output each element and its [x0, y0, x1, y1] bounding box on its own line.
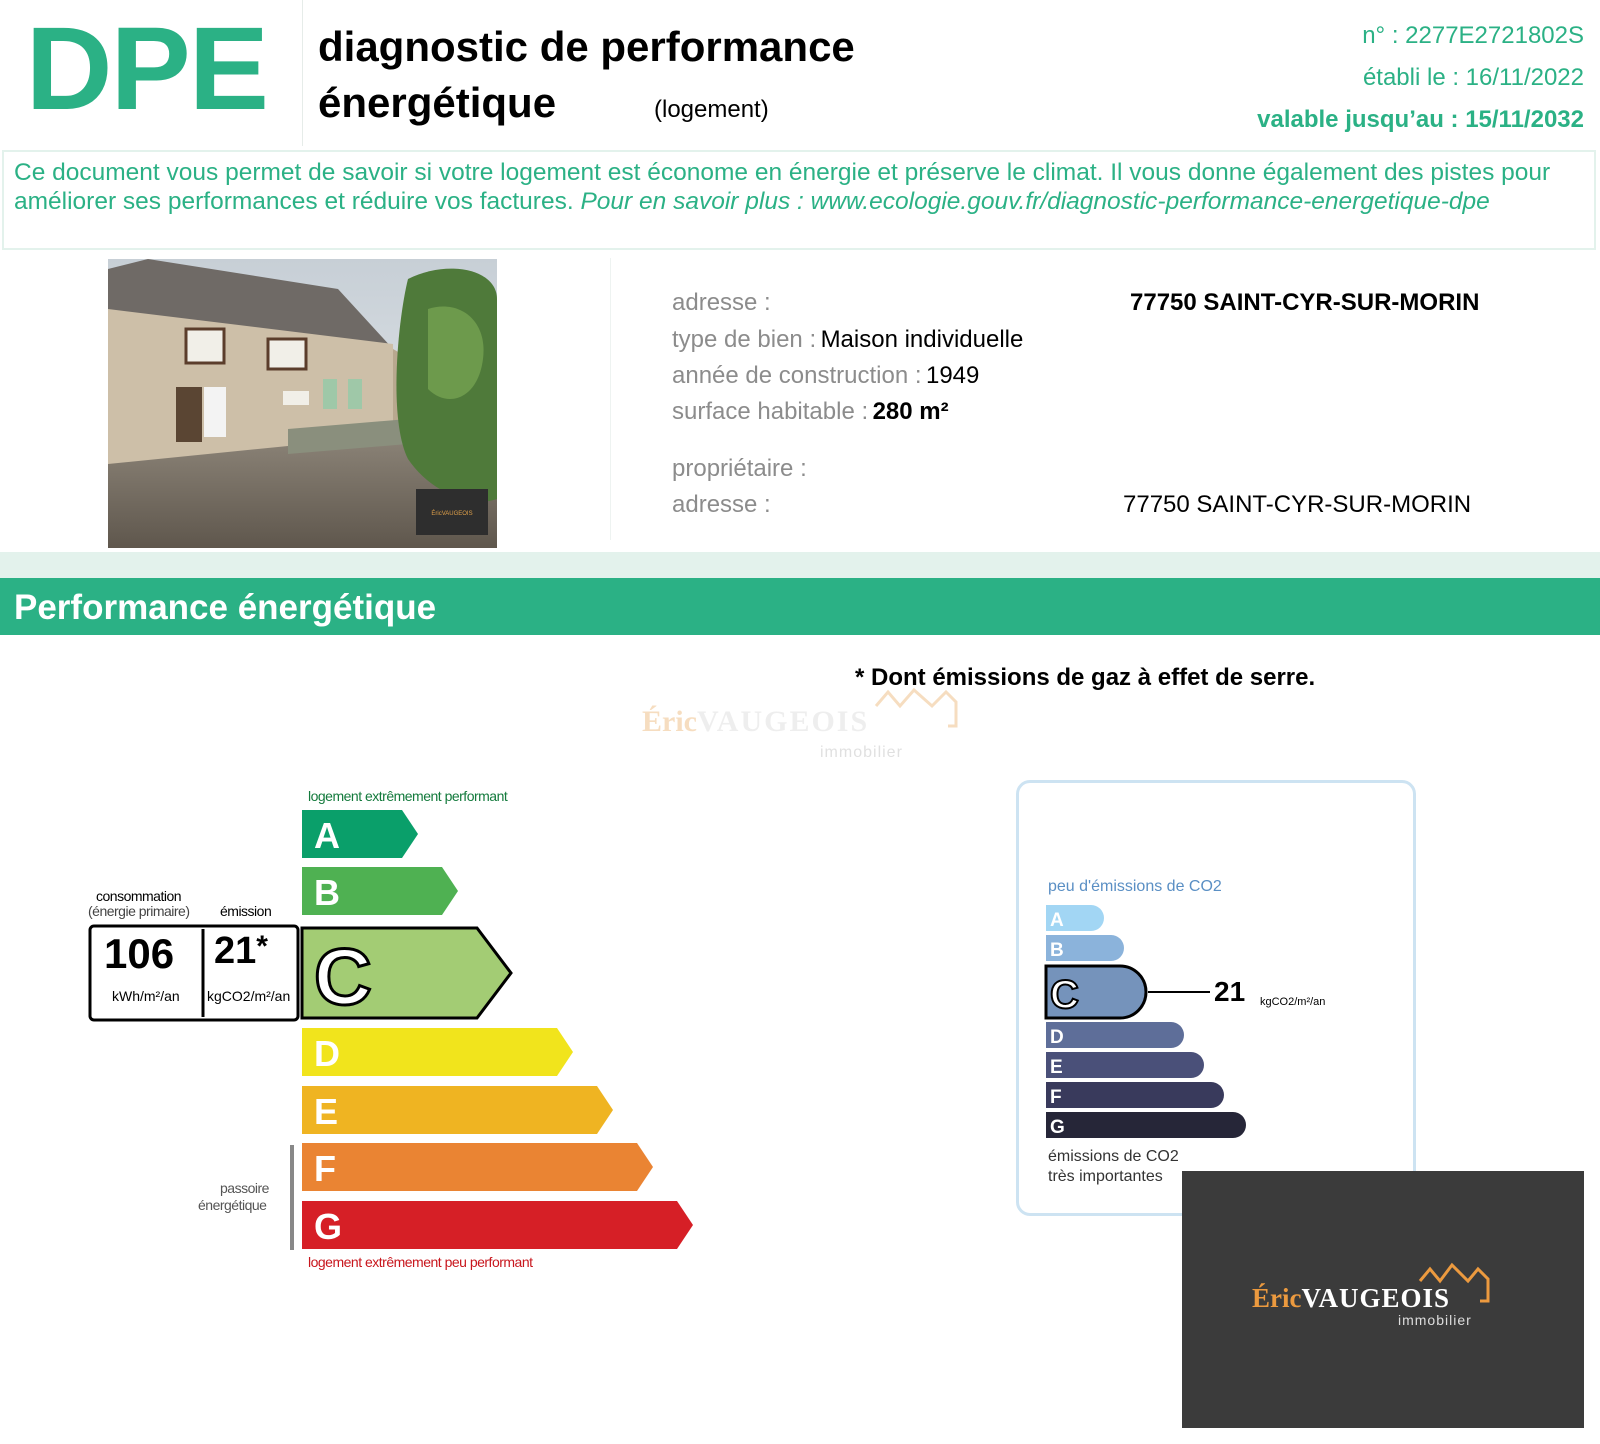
surface-value: 280 m²: [872, 398, 949, 425]
energy-class-a-letter: A: [314, 815, 340, 856]
owner-label: propriétaire :: [672, 455, 807, 482]
energy-top-label: logement extrêmement performant: [308, 788, 508, 804]
doc-title-line2: énergétique: [318, 79, 557, 126]
doc-number: n° : 2277E2721802S: [1362, 22, 1584, 49]
address-value: 77750 SAINT-CYR-SUR-MORIN: [1130, 289, 1480, 316]
consumption-label: consommation: [96, 888, 182, 904]
emission-star: *: [256, 930, 268, 963]
co2-class-e-letter: E: [1050, 1057, 1063, 1078]
type-label: type de bien :: [672, 326, 817, 353]
co2-unit: kgCO2/m²/an: [1260, 996, 1326, 1008]
co2-bottom-label-1: émissions de CO2: [1048, 1148, 1179, 1165]
photo-watermark: ÉricVAUGEOIS: [431, 511, 473, 517]
consumption-unit: kWh/m²/an: [112, 988, 180, 1004]
co2-class-d-letter: D: [1050, 1027, 1064, 1048]
owner-address-value: 77750 SAINT-CYR-SUR-MORIN: [1123, 491, 1472, 518]
co2-class-g-bar: [1046, 1112, 1246, 1138]
co2-class-c-letter: C: [1050, 973, 1079, 1017]
energy-class-c-letter: C: [314, 932, 372, 1021]
co2-class-g-letter: G: [1050, 1117, 1065, 1138]
co2-scale-chart: [1040, 900, 1360, 1150]
co2-value: 21: [1214, 976, 1246, 1007]
energy-class-e-bar: [302, 1086, 613, 1134]
energy-class-f-letter: F: [314, 1148, 336, 1189]
surface-label: surface habitable :: [672, 398, 869, 425]
badge-brand2: VAUGEOIS: [1301, 1283, 1451, 1313]
energy-class-d-bar: [302, 1028, 573, 1076]
dpe-logo: DPE: [25, 3, 268, 135]
established-date: établi le : 16/11/2022: [1362, 64, 1584, 91]
watermark-brand1: Éric: [642, 705, 697, 738]
energy-scale-chart: [0, 0, 760, 1280]
owner-address-label: adresse :: [672, 491, 771, 518]
badge-roof-icon: [1418, 1261, 1490, 1305]
badge-sub: immobilier: [1398, 1312, 1472, 1328]
emission-label: émission: [220, 903, 272, 919]
emission-value: [214, 930, 268, 973]
passoire-label-1: passoire: [220, 1180, 269, 1196]
co2-class-e-bar: [1046, 1052, 1204, 1078]
year-label: année de construction :: [672, 362, 922, 389]
emission-unit: kgCO2/m²/an: [207, 988, 291, 1004]
year-value: 1949: [925, 362, 980, 389]
address-label: adresse :: [672, 289, 771, 316]
co2-class-f-letter: F: [1050, 1087, 1062, 1108]
valid-until-date: valable jusqu’au : 15/11/2032: [1257, 106, 1584, 133]
co2-class-d-bar: [1046, 1022, 1184, 1048]
type-value: Maison individuelle: [820, 326, 1024, 353]
energy-class-d-letter: D: [314, 1033, 340, 1074]
passoire-label-2: énergétique: [198, 1197, 267, 1213]
energy-class-b-letter: B: [314, 872, 340, 913]
footnote: * Dont émissions de gaz à effet de serre.: [855, 664, 1316, 691]
emission-number: 21: [214, 930, 257, 972]
doc-title-line1: diagnostic de performance: [318, 23, 855, 70]
watermark-roof-icon: [874, 686, 960, 730]
doc-subtitle: (logement): [654, 96, 769, 123]
energy-class-e-letter: E: [314, 1091, 339, 1132]
badge-brand1: Éric: [1252, 1283, 1302, 1313]
intro-link[interactable]: Pour en savoir plus : www.ecologie.gouv.fr/diagnostic-performance-energetique-dpe: [580, 188, 1490, 215]
co2-class-f-bar: [1046, 1082, 1224, 1108]
energy-class-g-letter: G: [314, 1206, 343, 1247]
co2-class-b-letter: B: [1050, 940, 1064, 961]
energy-class-g-bar: [302, 1201, 693, 1249]
energy-class-f-bar: [302, 1143, 653, 1191]
watermark-sub: immobilier: [820, 744, 903, 761]
co2-class-a-letter: A: [1050, 910, 1064, 931]
intro-text: Ce document vous permet de savoir si votre logement est économe en énergie et préserve le climat. Il vous donne également des pistes pour améliorer ses performances et réduire vos factures.: [14, 159, 1551, 215]
section-title: Performance énergétique: [14, 588, 437, 627]
consumption-value: 106: [104, 930, 175, 977]
watermark-brand2: VAUGEOIS: [696, 705, 870, 738]
co2-bottom-label-2: très importantes: [1048, 1168, 1163, 1185]
agency-badge: [1182, 1171, 1584, 1428]
co2-top-label: peu d'émissions de CO2: [1048, 878, 1222, 895]
energy-bottom-label: logement extrêmement peu performant: [308, 1254, 533, 1270]
primary-energy-label: (énergie primaire): [88, 903, 190, 919]
